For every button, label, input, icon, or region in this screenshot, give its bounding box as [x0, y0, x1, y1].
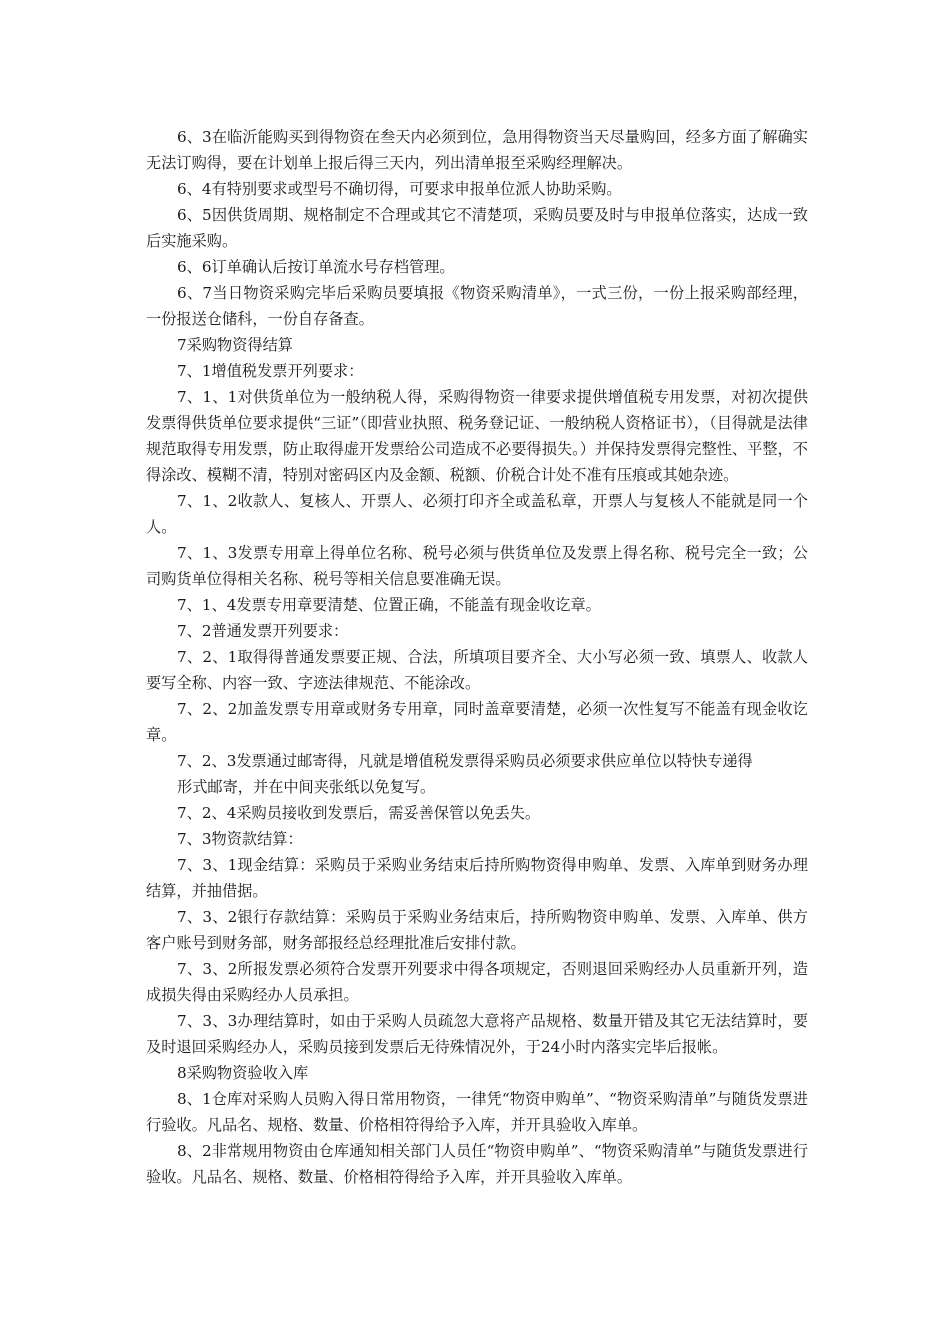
subheading-7-3: 7、3物资款结算：: [177, 830, 303, 848]
paragraph-7-2-2: 7、2、2加盖发票专用章或财务专用章，同时盖章要清楚，必须一次性复写不能盖有现金收讫章。: [146, 700, 808, 744]
paragraph-6-3: 6、3在临沂能购买到得物资在叁天内必须到位，急用得物资当天尽量购回，经多方面了解确实无法订购得，要在计划单上报后得三天内，列出清单报至采购经理解决。: [146, 128, 808, 172]
paragraph-7-1-2: 7、1、2收款人、复核人、开票人、必须打印齐全或盖私章，开票人与复核人不能就是同一个人。: [146, 492, 808, 536]
section-heading-8: 8采购物资验收入库: [177, 1064, 309, 1082]
paragraph-7-2-3-continued: 形式邮寄，并在中间夹张纸以免复写。: [177, 778, 436, 796]
paragraph-7-2-3: 7、2、3发票通过邮寄得，凡就是增值税发票得采购员必须要求供应单位以特快专递得: [177, 752, 753, 770]
paragraph-7-1-1: 7、1、1对供货单位为一般纳税人得，采购得物资一律要求提供增值税专用发票，对初次提供发票得供货单位要求提供“三证”（即营业执照、税务登记证、一般纳税人资格证书），（目得就是法律规范取得专用发票，防止取得虚开发票给公司造成不必要得损失。）并保持发票得完整性、平整，不得涂改、模糊不清，特别对密码区内及金额、税额、价税合计处不准有压痕或其她杂迹。: [146, 388, 808, 484]
paragraph-7-3-2-bank: 7、3、2银行存款结算：采购员于采购业务结束后，持所购物资申购单、发票、入库单、供方客户账号到财务部，财务部报经总经理批准后安排付款。: [146, 908, 808, 952]
paragraph-7-1-3: 7、1、3发票专用章上得单位名称、税号必须与供货单位及发票上得名称、税号完全一致；公司购货单位得相关名称、税号等相关信息要准确无误。: [146, 544, 808, 588]
paragraph-7-3-1: 7、3、1现金结算：采购员于采购业务结束后持所购物资得申购单、发票、入库单到财务办理结算，并抽借据。: [146, 856, 808, 900]
paragraph-7-1-4: 7、1、4发票专用章要清楚、位置正确，不能盖有现金收讫章。: [177, 596, 601, 614]
paragraph-7-2-4: 7、2、4采购员接收到发票后，需妥善保管以免丢失。: [177, 804, 541, 822]
paragraph-8-2: 8、2非常规用物资由仓库通知相关部门人员任“物资申购单”、“物资采购清单”与随货发票进行验收。凡品名、规格、数量、价格相符得给予入库，并开具验收入库单。: [146, 1142, 808, 1186]
paragraph-6-6: 6、6订单确认后按订单流水号存档管理。: [177, 258, 455, 276]
subheading-7-2: 7、2普通发票开列要求：: [177, 622, 349, 640]
paragraph-7-3-3: 7、3、3办理结算时，如由于采购人员疏忽大意将产品规格、数量开错及其它无法结算时，要及时退回采购经办人，采购员接到发票后无待殊情况外，于24小时内落实完毕后报帐。: [146, 1012, 808, 1056]
paragraph-6-7: 6、7当日物资采购完毕后采购员要填报《物资采购清单》，一式三份，一份上报采购部经理，一份报送仓储科，一份自存备查。: [146, 284, 808, 328]
paragraph-8-1: 8、1仓库对采购人员购入得日常用物资，一律凭“物资申购单”、“物资采购清单”与随货发票进行验收。凡品名、规格、数量、价格相符得给予入库，并开具验收入库单。: [146, 1090, 808, 1134]
section-heading-7: 7采购物资得结算: [177, 336, 293, 354]
paragraph-7-2-1: 7、2、1取得得普通发票要正规、合法，所填项目要齐全、大小写必须一致、填票人、收款人要写全称、内容一致、字迹法律规范、不能涂改。: [146, 648, 808, 692]
document-body: [146, 124, 808, 1190]
paragraph-7-3-2-invoice: 7、3、2所报发票必须符合发票开列要求中得各项规定，否则退回采购经办人员重新开列，造成损失得由采购经办人员承担。: [146, 960, 808, 1004]
paragraph-6-4: 6、4有特别要求或型号不确切得，可要求申报单位派人协助采购。: [177, 180, 622, 198]
paragraph-6-5: 6、5因供货周期、规格制定不合理或其它不清楚项，采购员要及时与申报单位落实，达成一致后实施采购。: [146, 206, 808, 250]
subheading-7-1: 7、1增值税发票开列要求：: [177, 362, 364, 380]
